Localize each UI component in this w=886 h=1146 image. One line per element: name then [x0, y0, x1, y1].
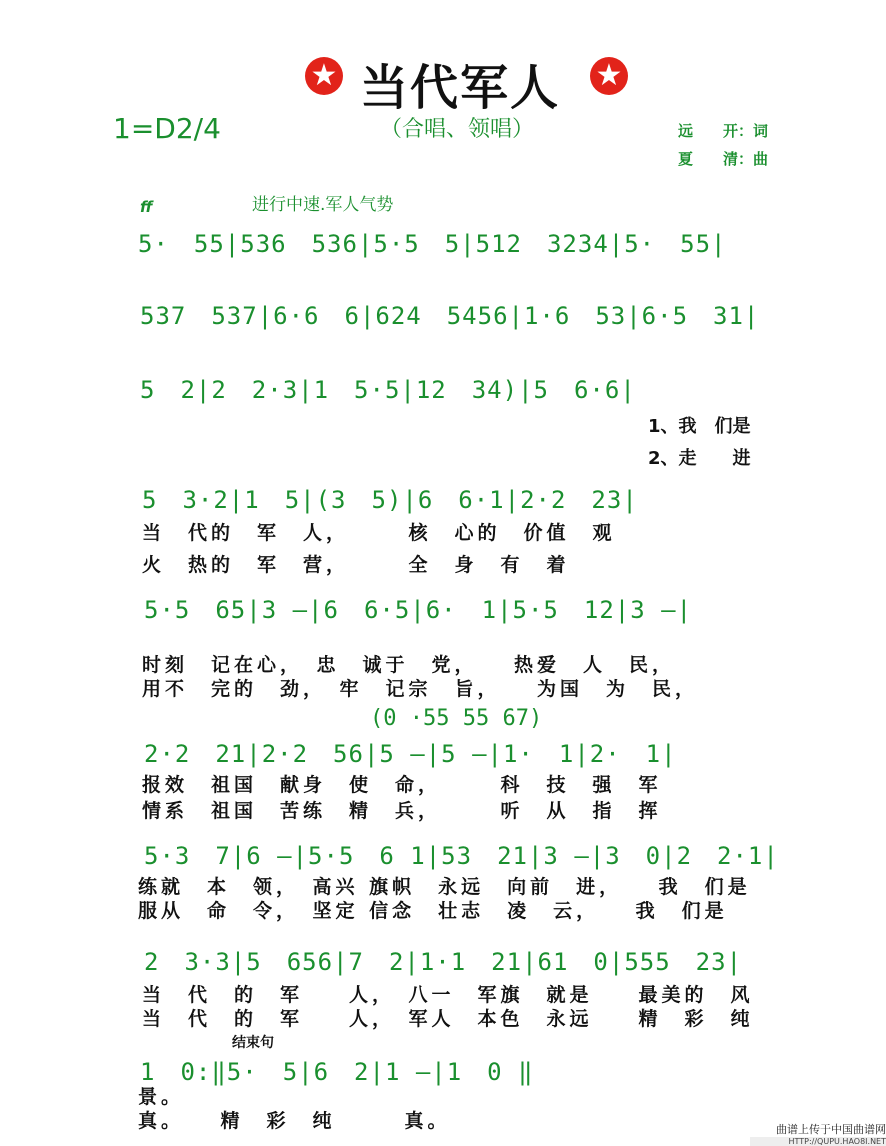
watermark-url: HTTP://QUPU.HAO8I.NET — [750, 1137, 886, 1146]
lead-lyric-1: 1、我 们是 — [648, 416, 751, 437]
composer-credit: 夏 清：曲 — [678, 150, 769, 168]
lyric-line-5-verse-2: 用不 完的 劲， 牢 记宗 旨， 为国 为 民， — [142, 678, 699, 700]
red-star-icon: ★ — [590, 57, 628, 95]
notation-line-7: 5·3 7|6 —|5·5 6 1|53 21|3 —|3 0|2 2·1| — [144, 842, 779, 870]
lyric-line-8-verse-2: 当 代 的 军 人， 军人 本色 永远 精 彩 纯 — [142, 1008, 754, 1030]
notation-line-9: 1 0:‖5· 5|6 2|1 —|1 0 ‖ — [140, 1058, 534, 1086]
notation-line-6: 2·2 21|2·2 56|5 —|5 —|1· 1|2· 1| — [144, 740, 677, 768]
lyric-line-5-verse-1: 时刻 记在心， 忠 诚于 党， 热爱 人 民， — [142, 654, 676, 676]
lyricist-credit: 远 开：词 — [678, 122, 769, 140]
lyric-line-4-verse-1: 当 代的 军 人， 核 心的 价值 观 — [142, 522, 616, 544]
notation-line-2: 537 537|6·6 6|624 5456|1·6 53|6·5 31| — [140, 302, 760, 330]
notation-line-1: 5· 55|536 536|5·5 5|512 3234|5· 55| — [138, 230, 727, 258]
tempo-marking: 进行中速.军人气势 — [252, 195, 394, 215]
subtitle: （合唱、领唱） — [380, 117, 535, 142]
notation-line-4: 5 3·2|1 5|(3 5)|6 6·1|2·2 23| — [142, 486, 638, 514]
intro-phrase: (0 ·55 55 67) — [370, 706, 543, 731]
lyric-line-7-verse-2: 服从 命 令， 坚定 信念 壮志 凌 云， 我 们是 — [138, 900, 728, 922]
key-signature: 1=D2/4 — [113, 112, 221, 145]
lyric-line-9-verse-2: 真。 精 彩 纯 真。 — [138, 1110, 451, 1132]
red-star-icon: ★ — [305, 57, 343, 95]
lead-lyric-2: 2、走 进 — [648, 448, 751, 469]
song-title: 当代军人 — [360, 60, 561, 116]
lyric-line-7-verse-1: 练就 本 领， 高兴 旗帜 永远 向前 进， 我 们是 — [138, 876, 751, 898]
lyric-line-9-verse-1: 景。 — [138, 1086, 185, 1108]
site-watermark — [750, 1121, 886, 1146]
lyric-line-4-verse-2: 火 热的 军 营， 全 身 有 着 — [142, 554, 570, 576]
ending-label: 结束句 — [232, 1035, 274, 1051]
notation-line-8: 2 3·3|5 656|7 2|1·1 21|61 0|555 23| — [144, 948, 743, 976]
lyric-line-6-verse-1: 报效 祖国 献身 使 命， 科 技 强 军 — [142, 774, 662, 796]
watermark-text: 曲谱上传于中国曲谱网 — [776, 1123, 886, 1136]
notation-line-5: 5·5 65|3 —|6 6·5|6· 1|5·5 12|3 —| — [144, 596, 693, 624]
lyric-line-8-verse-1: 当 代 的 军 人， 八一 军旗 就是 最美的 风 — [142, 984, 754, 1006]
title-row — [0, 45, 886, 115]
lyric-line-6-verse-2: 情系 祖国 苦练 精 兵， 听 从 指 挥 — [142, 800, 662, 822]
dynamic-marking: ff — [140, 198, 153, 216]
notation-line-3: 5 2|2 2·3|1 5·5|12 34)|5 6·6| — [140, 376, 636, 404]
